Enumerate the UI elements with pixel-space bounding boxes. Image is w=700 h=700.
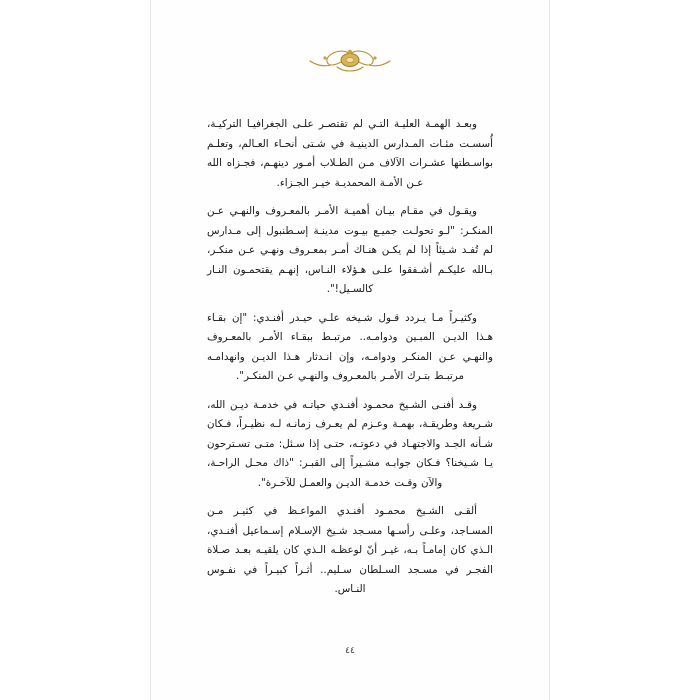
ornament-container <box>151 48 549 78</box>
page-margin-rule-right <box>549 0 550 700</box>
paragraph-1: وبعـد الهمـة العليـة التـي لم تقتصـر علـى الجغرافيـا التركيـة، أُسسـت مئـات المـدارس الدينيـة في شـتى أنحـاء العـالم، وتعلـم بواسـطتها عشـرات الآلاف مـن الطـلاب أمـور دينهـم، فجـزاه الله عـن الأمـة المحمديـة خيـر الجـزاء. <box>207 118 493 189</box>
body-text-column <box>207 115 493 600</box>
page-content-area <box>151 0 549 700</box>
floral-ornament-divider-icon <box>307 48 393 77</box>
page-number: ٤٤ <box>345 646 355 656</box>
paragraph-5: ألقـى الشـيخ محمـود أفنـدي المواعـظ في كثيـر مـن المسـاجد، وعلـى رأسـها مسـجد شـيخ الإسـلام إسـماعيل أفنـدي، الـذي كان إمامـاً بـه، غيـر أنّ لوعظـه الـذي كان يلقيـه بعـد صـلاة الفجـر في مسـجد السـلطان سـليم.. أثـراً كبيـراً في نفـوس النـاس. <box>207 505 493 595</box>
paragraph-2: ويقـول في مقـام بيـان أهميـة الأمـر بالمعـروف والنهـي عـن المنكـر: "لـو تحولـت جميـع بيـوت مدينـة إسـطنبول إلى مـدارس لم تُفـد شـيئاً إذا لم يكـن هنـاك أمـر بمعـروف ونهـي عـن منكـر، بـالله عليكـم أشـفقوا علـى هـؤلاء النـاس، إنهـم يقتحمـون النـار كالسـيل!". <box>207 205 493 295</box>
paragraph-4: وقـد أفنـى الشـيخ محمـود أفنـدي حياتـه في خدمـة ديـن الله، شـريعة وطريقـة، بهمـة وعـزم لم يعـرف زمانـه لـه نظيـراً، فـكان شـأنه الجـد والاجتهـاد في دعوتـه، حتـى إذا سـئل: متـى تسـترحون يـا شـيخنا؟ فـكان جوابـه مشـيراً إلى القبـر: "ذاك محـل الراحـة، والآن وقـت خدمـة الديـن والعمـل للآخـرة". <box>207 398 493 489</box>
paragraph-3: وكثيـراً مـا يـردد قـول شـيخه علـي حيـدر أفنـدي: "إن بقـاء هـذا الديـن المبـين ودوامـه.. مرتبـط ببقـاء الأمـر بالمعـروف والنهـي عـن المنكـر ودوامـه، وإن انـدثار هـذا الديـن وانهدامـه مرتبـط بتـرك الأمـر بالمعـروف والنهـي عـن المنكـر". <box>207 311 493 382</box>
